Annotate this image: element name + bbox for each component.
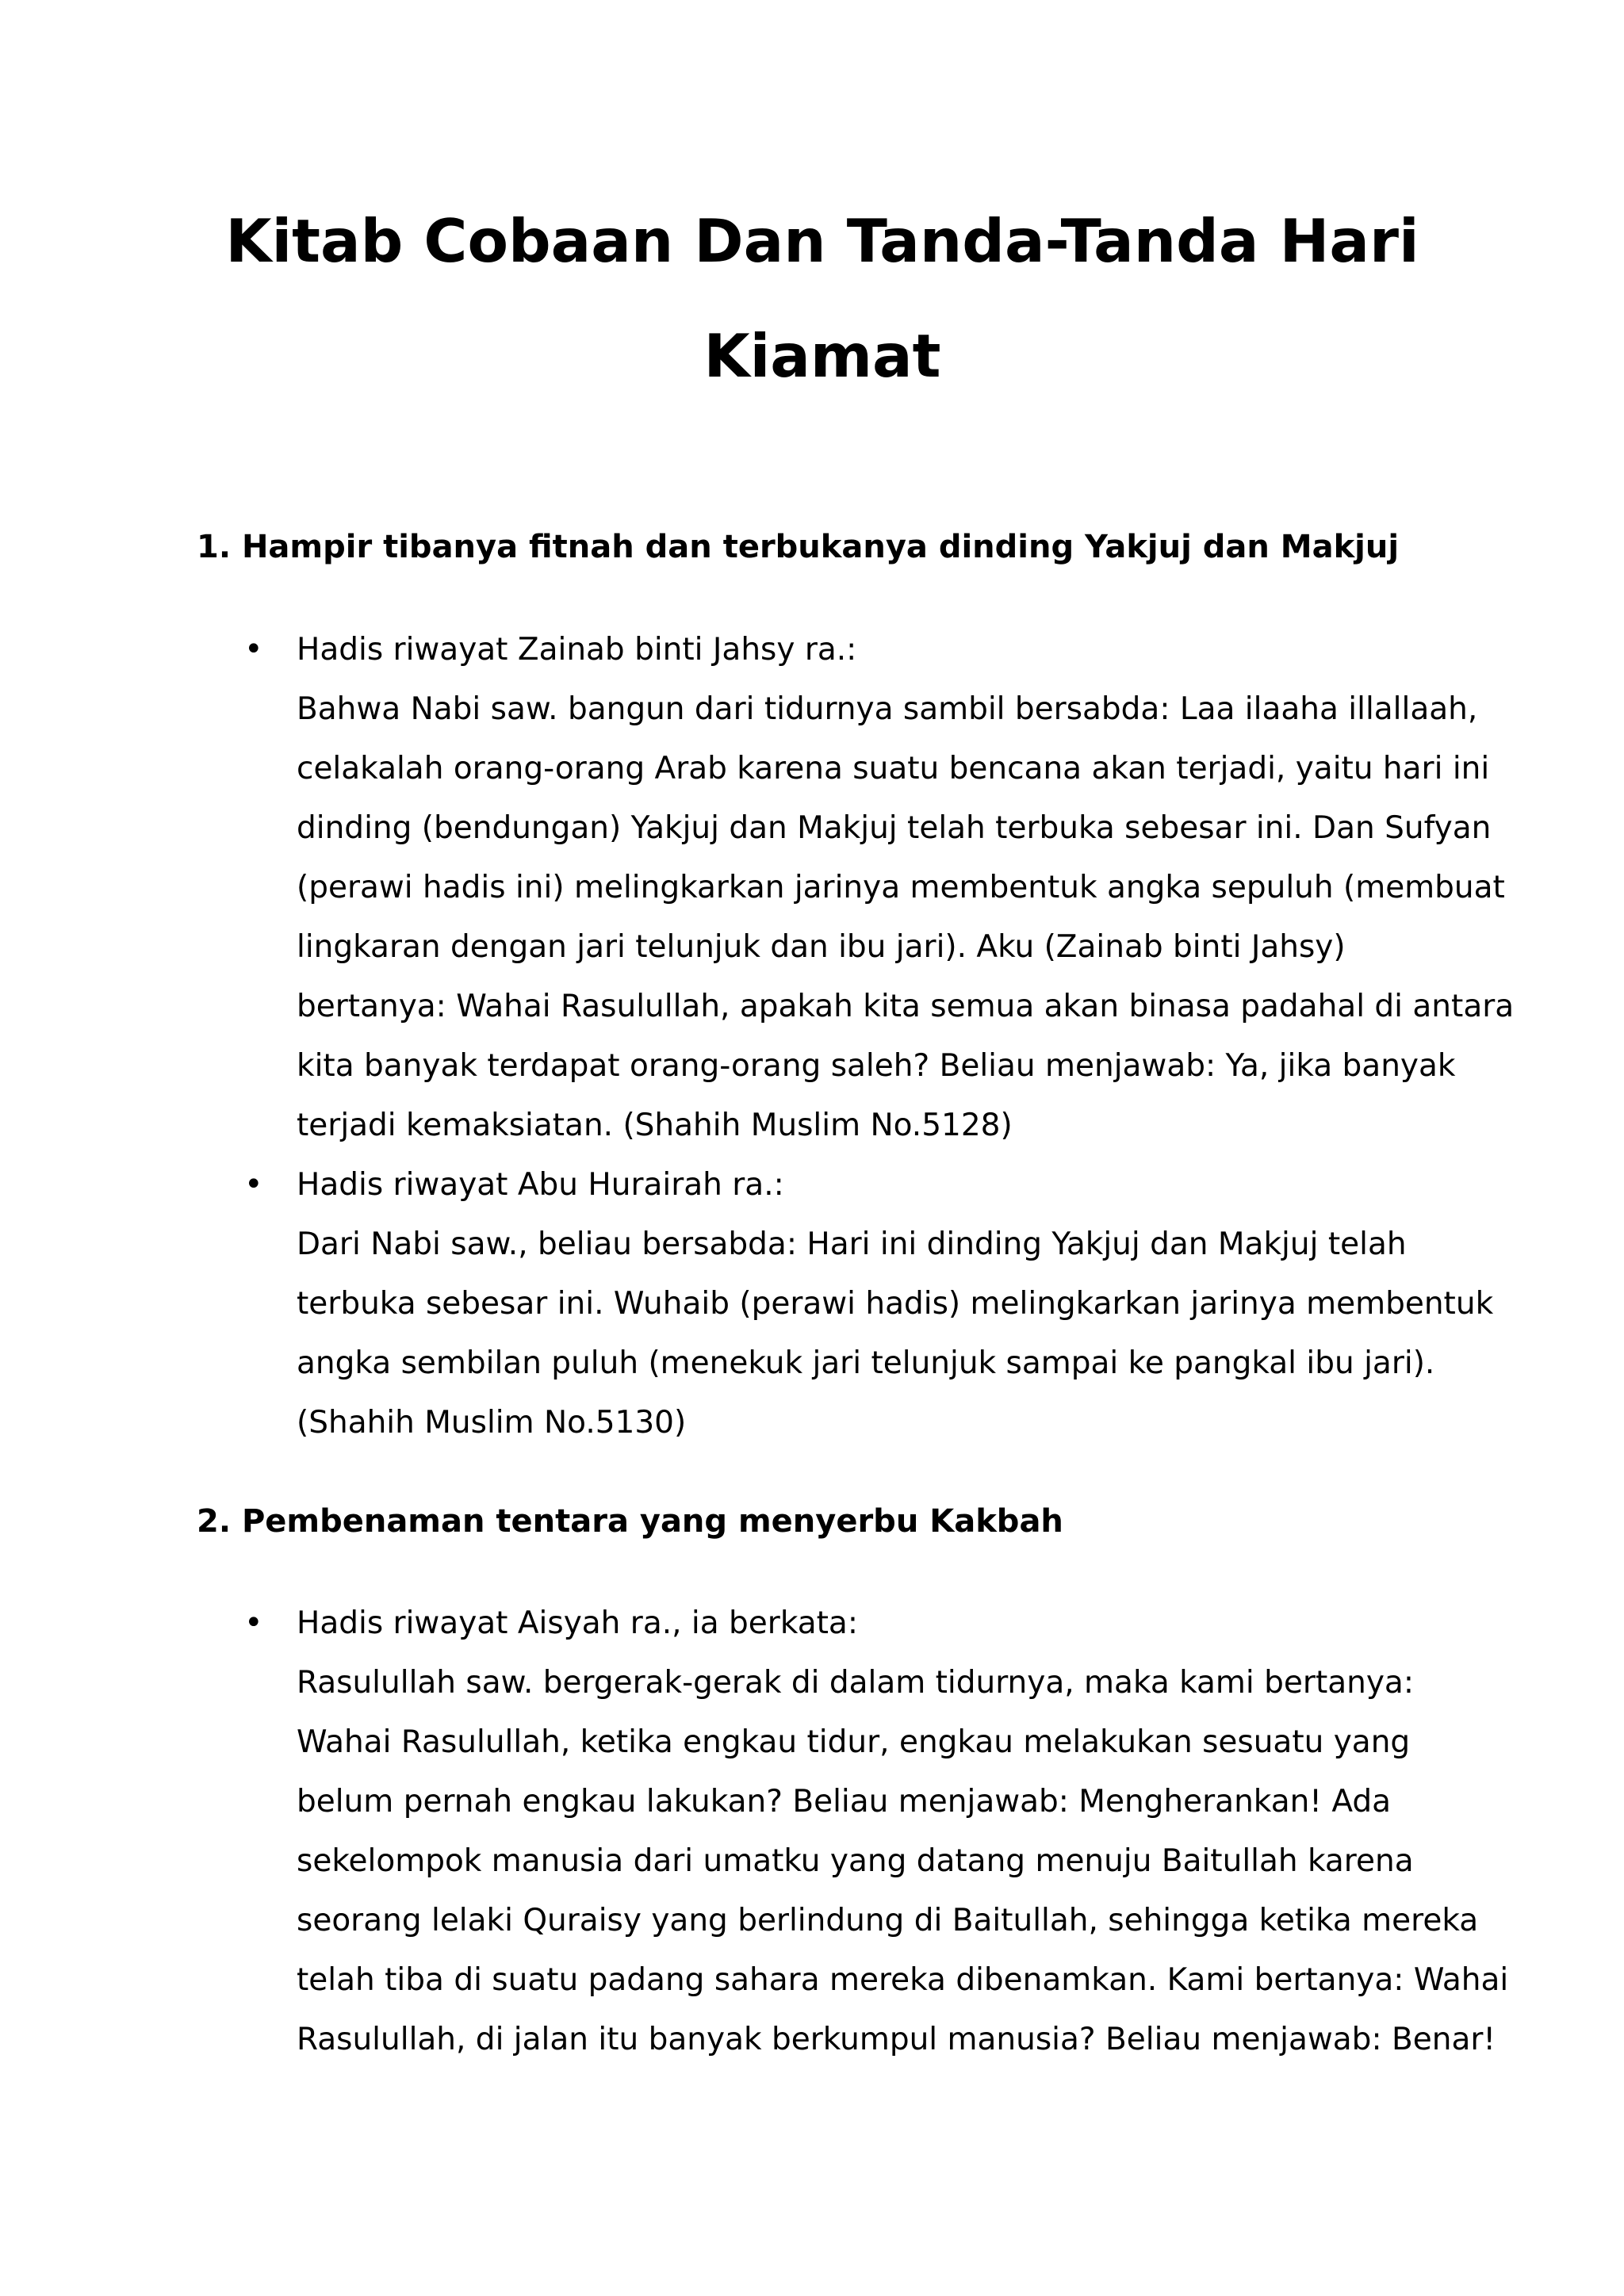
- list-item-text: [297, 620, 1515, 1155]
- text-line: celakalah orang-orang Arab karena suatu bencana akan terjadi, yaitu hari ini: [297, 751, 1490, 786]
- text-line: telah tiba di suatu padang sahara mereka dibenamkan. Kami bertanya: Wahai: [297, 1962, 1509, 1998]
- section-heading-2: 2. Pembenaman tentara yang menyerbu Kakbah: [197, 1503, 1063, 1540]
- text-line: lingkaran dengan jari telunjuk dan ibu jari). Aku (Zainab binti Jahsy): [297, 929, 1346, 965]
- text-line: Hadis riwayat Aisyah ra., ia berkata:: [297, 1605, 858, 1641]
- text-line: belum pernah engkau lakukan? Beliau menjawab: Mengherankan! Ada: [297, 1784, 1391, 1820]
- bullet-icon: •: [244, 1166, 263, 1203]
- bullet-icon: •: [244, 1605, 263, 1641]
- text-line: dinding (bendungan) Yakjuj dan Makjuj telah terbuka sebesar ini. Dan Sufyan: [297, 810, 1492, 846]
- list-item-text: [297, 1155, 1494, 1452]
- section-heading-1: 1. Hampir tibanya fitnah dan terbukanya dinding Yakjuj dan Makjuj: [197, 529, 1400, 565]
- document-title-line-2: Kiamat: [703, 321, 941, 391]
- text-line: Dari Nabi saw., beliau bersabda: Hari ini dinding Yakjuj dan Makjuj telah: [297, 1226, 1407, 1262]
- text-line: angka sembilan puluh (menekuk jari telunjuk sampai ke pangkal ibu jari).: [297, 1345, 1435, 1381]
- text-line: Bahwa Nabi saw. bangun dari tidurnya sambil bersabda: Laa ilaaha illallaah,: [297, 691, 1478, 727]
- bullet-icon: •: [244, 631, 263, 668]
- document-title: [127, 184, 1518, 414]
- text-line: Wahai Rasulullah, ketika engkau tidur, engkau melakukan sesuatu yang: [297, 1724, 1411, 1760]
- text-line: terbuka sebesar ini. Wuhaib (perawi hadis) melingkarkan jarinya membentuk: [297, 1286, 1494, 1322]
- text-line: seorang lelaki Quraisy yang berlindung di Baitullah, sehingga ketika mereka: [297, 1903, 1479, 1938]
- document-title-line-1: Kitab Cobaan Dan Tanda-Tanda Hari: [225, 206, 1419, 276]
- text-line: kita banyak terdapat orang-orang saleh? Beliau menjawab: Ya, jika banyak: [297, 1048, 1456, 1084]
- text-line: bertanya: Wahai Rasulullah, apakah kita semua akan binasa padahal di antara: [297, 989, 1515, 1024]
- text-line: (Shahih Muslim No.5130): [297, 1405, 687, 1441]
- text-line: (perawi hadis ini) melingkarkan jarinya membentuk angka sepuluh (membuat: [297, 870, 1505, 905]
- text-line: Rasulullah, di jalan itu banyak berkumpul manusia? Beliau menjawab: Benar!: [297, 2022, 1496, 2057]
- text-line: Rasulullah saw. bergerak-gerak di dalam tidurnya, maka kami bertanya:: [297, 1665, 1414, 1701]
- text-line: sekelompok manusia dari umatku yang datang menuju Baitullah karena: [297, 1843, 1414, 1879]
- list-item-text: [297, 1594, 1509, 2069]
- text-line: Hadis riwayat Zainab binti Jahsy ra.:: [297, 632, 857, 668]
- text-line: terjadi kemaksiatan. (Shahih Muslim No.5128): [297, 1108, 1013, 1143]
- text-line: Hadis riwayat Abu Hurairah ra.:: [297, 1167, 784, 1203]
